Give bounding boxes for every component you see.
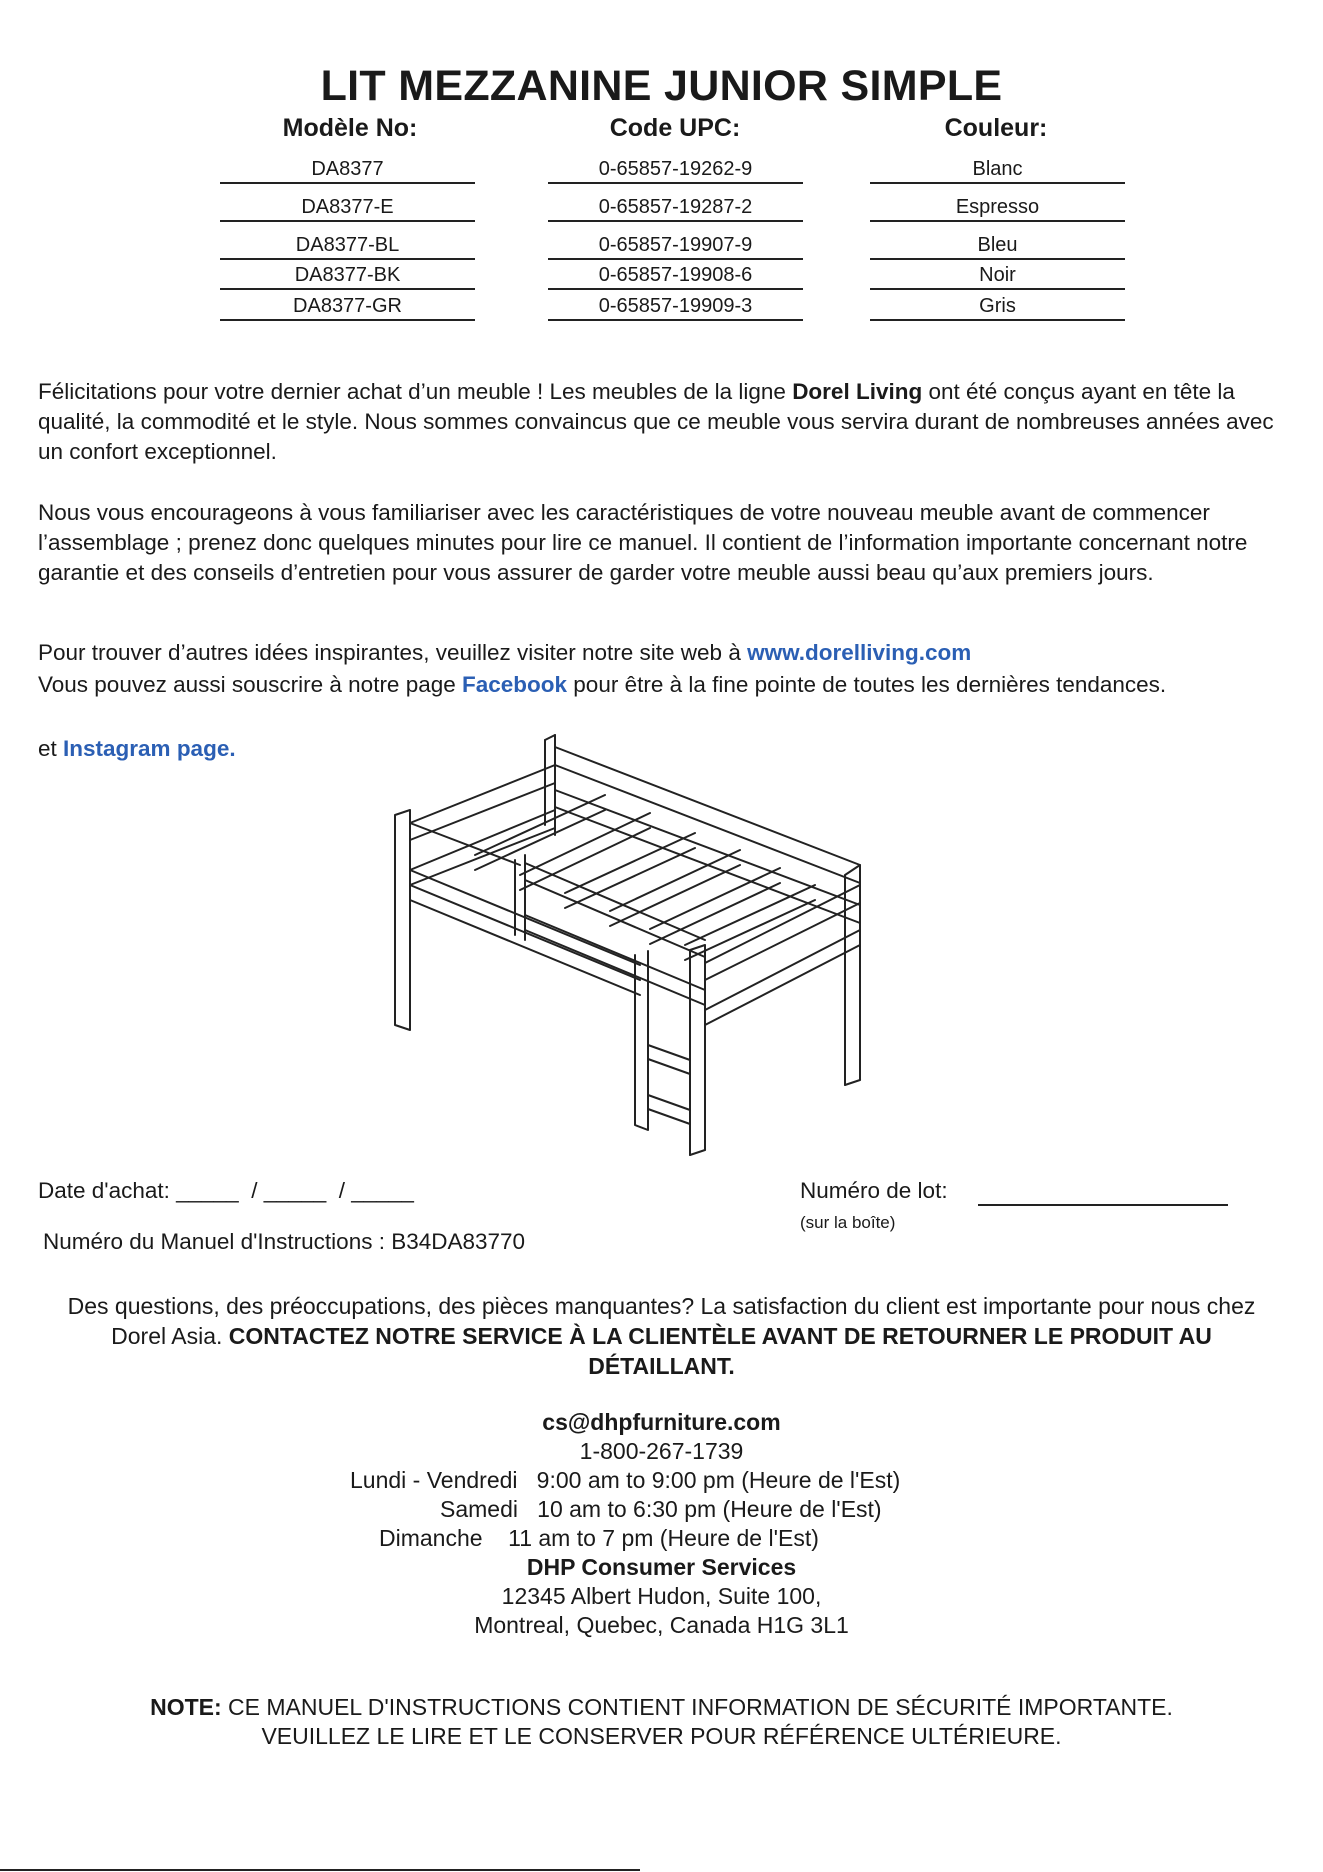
cell-upc: 0-65857-19287-2 bbox=[548, 195, 803, 222]
footer-divider bbox=[0, 1869, 640, 1871]
intro-text: ont été conçus ayant en tête la qualité, la commodité et le style. Nous sommes convaincus que ce meuble vous servira durant de nombreuses années avec un confort exceptionnel. bbox=[38, 379, 1274, 464]
cell-model: DA8377-GR bbox=[220, 294, 475, 321]
questions-paragraph bbox=[38, 1291, 1285, 1381]
header-model: Modèle No: bbox=[282, 114, 418, 142]
intro-text: Félicitations pour votre dernier achat d’un meuble ! Les meubles de la ligne bbox=[38, 379, 793, 404]
header-color: Couleur: bbox=[944, 114, 1048, 142]
lot-number-note: (sur la boîte) bbox=[800, 1213, 896, 1232]
facebook-line bbox=[38, 670, 1288, 700]
questions-text: Des questions, des préoccupations, des pièces manquantes? La satisfaction du client est importante pour nous chez Dorel Asia. bbox=[67, 1293, 1256, 1349]
facebook-text: pour être à la fine pointe de toutes les dernières tendances. bbox=[567, 672, 1167, 697]
note-label: NOTE: bbox=[150, 1694, 222, 1720]
header-upc: Code UPC: bbox=[609, 114, 741, 142]
lot-number-line bbox=[978, 1204, 1228, 1206]
cell-model: DA8377 bbox=[220, 157, 475, 184]
lot-number-label: Numéro de lot: bbox=[800, 1178, 948, 1203]
address-line-1: 12345 Albert Hudon, Suite 100, bbox=[501, 1583, 822, 1609]
page-title: LIT MEZZANINE JUNIOR SIMPLE bbox=[320, 62, 1003, 110]
facebook-text: Vous pouvez aussi souscrire à notre page bbox=[38, 672, 463, 697]
instagram-link[interactable]: Instagram page. bbox=[63, 736, 236, 761]
cell-model: DA8377-BK bbox=[220, 263, 475, 290]
safety-note-line-2: VEUILLEZ LE LIRE ET LE CONSERVER POUR RÉFÉRENCE ULTÉRIEURE. bbox=[261, 1723, 1062, 1749]
website-link[interactable]: www.dorelliving.com bbox=[747, 640, 972, 665]
brand-name: Dorel Living bbox=[792, 379, 923, 404]
contact-email[interactable]: cs@dhpfurniture.com bbox=[542, 1409, 781, 1435]
cell-color: Bleu bbox=[870, 233, 1125, 260]
website-text: Pour trouver d’autres idées inspirantes, veuillez visiter notre site web à bbox=[38, 640, 748, 665]
cell-color: Gris bbox=[870, 294, 1125, 321]
hours-saturday: Samedi 10 am to 6:30 pm (Heure de l'Est) bbox=[440, 1496, 882, 1522]
website-line bbox=[38, 638, 1288, 668]
cell-color: Espresso bbox=[870, 195, 1125, 222]
note-text: CE MANUEL D'INSTRUCTIONS CONTIENT INFORMATION DE SÉCURITÉ IMPORTANTE. bbox=[221, 1694, 1173, 1720]
cell-upc: 0-65857-19909-3 bbox=[548, 294, 803, 321]
intro-paragraph-1 bbox=[38, 377, 1288, 467]
company-name: DHP Consumer Services bbox=[526, 1554, 797, 1580]
contact-warning: CONTACTEZ NOTRE SERVICE À LA CLIENTÈLE AVANT DE RETOURNER LE PRODUIT AU DÉTAILLANT. bbox=[228, 1323, 1212, 1379]
cell-color: Noir bbox=[870, 263, 1125, 290]
cell-upc: 0-65857-19262-9 bbox=[548, 157, 803, 184]
safety-note-line-1 bbox=[0, 1692, 1323, 1722]
manual-number: Numéro du Manuel d'Instructions : B34DA83770 bbox=[43, 1229, 526, 1254]
facebook-link[interactable]: Facebook bbox=[462, 672, 568, 697]
loft-bed-illustration bbox=[380, 725, 880, 1165]
purchase-date-field: Date d'achat: _____ / _____ / _____ bbox=[38, 1178, 414, 1203]
intro-paragraph-2: Nous vous encourageons à vous familiariser avec les caractéristiques de votre nouveau meuble avant de commencer l’assemblage ; prenez donc quelques minutes pour lire ce manuel. Il contient de l’information importante concernant notre garantie et des conseils d’entretien pour vous assurer de garder votre meuble aussi beau qu’aux premiers jours. bbox=[38, 500, 1248, 585]
cell-color: Blanc bbox=[870, 157, 1125, 184]
hours-sunday: Dimanche 11 am to 7 pm (Heure de l'Est) bbox=[379, 1525, 819, 1551]
cell-upc: 0-65857-19908-6 bbox=[548, 263, 803, 290]
cell-upc: 0-65857-19907-9 bbox=[548, 233, 803, 260]
instagram-text: et bbox=[38, 736, 64, 761]
address-line-2: Montreal, Quebec, Canada H1G 3L1 bbox=[474, 1612, 849, 1638]
cell-model: DA8377-BL bbox=[220, 233, 475, 260]
hours-weekdays: Lundi - Vendredi 9:00 am to 9:00 pm (Heure de l'Est) bbox=[350, 1467, 901, 1493]
cell-model: DA8377-E bbox=[220, 195, 475, 222]
contact-phone[interactable]: 1-800-267-1739 bbox=[579, 1438, 744, 1464]
